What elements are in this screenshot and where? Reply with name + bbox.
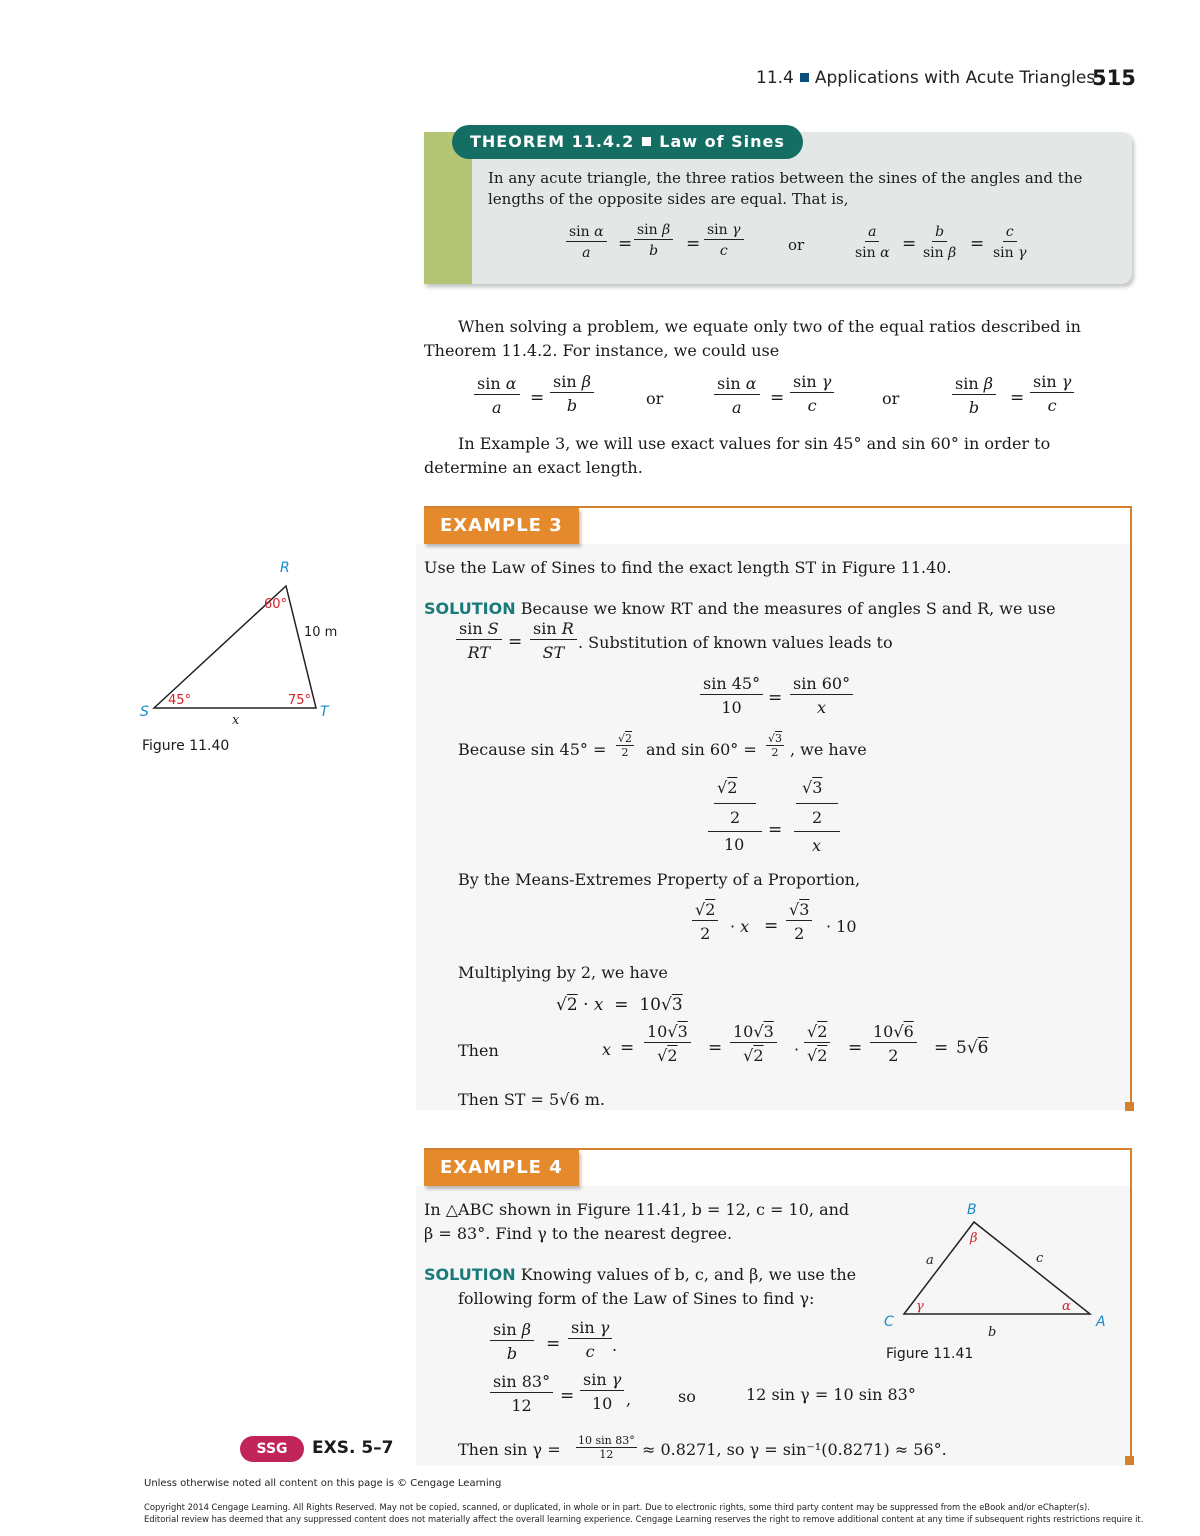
- fraction: $\frac{\sin 60^\circ}{x}$: [790, 674, 853, 717]
- fraction: $\frac{\text{sin β}}{b}$: [634, 222, 673, 259]
- figure-11-40-caption: Figure 11.40: [142, 738, 230, 754]
- theorem-or: or: [788, 236, 805, 254]
- means-extremes-text: By the Means-Extremes Property of a Proportion,: [458, 870, 861, 889]
- fraction: $\frac{10 \sin 83^\circ}{12}$: [578, 1434, 635, 1461]
- example-4-problem-line-2: β = 83°. Find γ to the nearest degree.: [424, 1224, 733, 1243]
- side-b-label: b: [988, 1325, 997, 1340]
- equation: √2 · x = 10√3: [556, 995, 683, 1015]
- fraction: $\frac{c}{\text{sin γ}}$: [993, 224, 1027, 261]
- example-4-problem-line-1: In △ABC shown in Figure 11.41, b = 12, c = 10, and: [424, 1200, 850, 1219]
- fraction: $\frac{\text{sin β}}{b}$: [490, 1320, 534, 1363]
- fraction: $\frac{\text{sin γ}}{c}$: [704, 222, 744, 259]
- example-4-final-prefix: Then sin γ =: [458, 1440, 561, 1459]
- theorem-name: Law of Sines: [659, 132, 785, 151]
- vertex-s-label: S: [140, 704, 149, 720]
- side-a-label: a: [926, 1253, 934, 1268]
- fraction: $\frac{\text{sin R}}{ST}$: [530, 619, 577, 662]
- angle-alpha-label: α: [1062, 1299, 1071, 1314]
- theorem-tab: [452, 125, 803, 159]
- footer-notice: Unless otherwise noted all content on this page is © Cengage Learning: [144, 1478, 502, 1489]
- example-4-tab: EXAMPLE 4: [424, 1150, 579, 1186]
- side-st-label: x: [232, 713, 240, 728]
- solution-label: SOLUTION: [424, 1265, 516, 1284]
- fraction: $\frac{\text{sin β}}{b}$: [550, 372, 594, 415]
- because-suffix: , we have: [790, 740, 867, 759]
- fraction: $\frac{\text{sin γ}}{c}$: [568, 1318, 612, 1361]
- solution-label: SOLUTION: [424, 599, 516, 618]
- example-3-tab: EXAMPLE 3: [424, 508, 579, 544]
- multiplying-text: Multiplying by 2, we have: [458, 963, 668, 982]
- angle-beta-label: β: [970, 1231, 978, 1246]
- fraction: $\frac{\text{sin α}}{a}$: [566, 224, 607, 261]
- fraction: $\frac{\text{sin γ}}{c}$: [790, 372, 834, 415]
- solution-text: Because we know RT and the measures of angles S and R, we use: [520, 599, 1056, 618]
- fraction: $\frac{\sin 45^\circ}{10}$: [700, 674, 763, 717]
- footer-copyright: Copyright 2014 Cengage Learning. All Rights Reserved. May not be copied, scanned, or duplicated, in whole or in part. Due to electronic rights, some third party content may be suppressed from the eBook and/or eChapter(s).: [144, 1502, 1090, 1512]
- triangle-srt: [154, 586, 316, 708]
- fraction: $\frac{10√3}{√2}$: [730, 1022, 777, 1065]
- example-4-solution-line-2: following form of the Law of Sines to find γ:: [458, 1289, 815, 1308]
- substitution-text: . Substitution of known values leads to: [578, 633, 893, 652]
- angle-t-label: 75°: [288, 693, 312, 708]
- example-4-final-suffix: ≈ 0.8271, so γ = sin⁻¹(0.8271) ≈ 56°.: [642, 1440, 947, 1459]
- because-mid: and sin 60° =: [646, 740, 757, 759]
- example-4-solution-line-1: [424, 1263, 856, 1287]
- or-text: or: [882, 389, 900, 408]
- section-number: 11.4: [756, 68, 794, 88]
- fraction: $\frac{\sin 83^\circ}{12}$: [490, 1372, 553, 1415]
- exercises-reference: EXS. 5–7: [312, 1438, 394, 1458]
- fraction: $\frac{√3}{2}$: [768, 732, 783, 759]
- fraction: $\frac{\text{sin S}}{RT}$: [456, 619, 502, 662]
- angle-r-label: 60°: [264, 597, 288, 612]
- fraction: $\frac{\text{sin α}}{a}$: [714, 374, 760, 417]
- then-label: Then: [458, 1041, 499, 1060]
- fraction: $\frac{√2}{√2}$: [804, 1022, 830, 1065]
- side-rt-label: 10 m: [304, 625, 338, 640]
- vertex-r-label: R: [280, 560, 290, 576]
- fraction: $\frac{b}{\text{sin β}}$: [923, 224, 957, 261]
- vertex-b-label: B: [967, 1202, 977, 1218]
- fraction: $\frac{a}{\text{sin α}}$: [855, 224, 890, 261]
- fraction: √2: [717, 778, 738, 797]
- example-4-equation: 12 sin γ = 10 sin 83°: [746, 1385, 916, 1404]
- fraction: $\frac{√2}{2}$: [692, 900, 718, 943]
- example-3-problem: Use the Law of Sines to find the exact length ST in Figure 11.40.: [424, 558, 952, 577]
- because-text: Because sin 45° =: [458, 740, 607, 759]
- vertex-a-label: A: [1096, 1314, 1106, 1330]
- figure-11-41-caption: Figure 11.41: [886, 1346, 974, 1362]
- angle-gamma-label: γ: [916, 1299, 924, 1314]
- figure-11-40: [130, 556, 350, 756]
- fraction: $\frac{√3}{2}$: [786, 900, 812, 943]
- fraction: $\frac{\text{sin γ}}{10}$: [580, 1370, 624, 1413]
- fraction: $\frac{10√3}{√2}$: [644, 1022, 691, 1065]
- fraction: $\frac{\text{sin α}}{a}$: [474, 374, 520, 417]
- example-end-marker: [1125, 1102, 1134, 1111]
- side-c-label: c: [1036, 1251, 1044, 1266]
- square-bullet-icon: [800, 73, 809, 82]
- section-title: Applications with Acute Triangles: [814, 68, 1096, 88]
- fraction: $\frac{\text{sin β}}{b}$: [952, 374, 996, 417]
- or-text: or: [646, 389, 664, 408]
- fraction: $\frac{√2}{2}$: [618, 732, 633, 759]
- example-end-marker: [1125, 1456, 1134, 1465]
- footer-editorial: Editorial review has deemed that any suppressed content does not materially affect the overall learning experience. Cengage Learning reserves the right to remove additional content at any time if subsequent rights restrictions require it.: [144, 1514, 1144, 1524]
- figure-11-41: [876, 1196, 1116, 1346]
- vertex-t-label: T: [320, 704, 329, 720]
- example-3-conclusion: Then ST = 5√6 m.: [458, 1090, 605, 1109]
- ssg-badge: SSG: [240, 1436, 304, 1462]
- angle-s-label: 45°: [168, 693, 192, 708]
- so-text: so: [678, 1387, 696, 1406]
- running-head: [756, 68, 1095, 88]
- page-number: 515: [1092, 66, 1136, 90]
- intro-paragraph-2: In Example 3, we will use exact values for sin 45° and sin 60° in order to determine an exact length.: [424, 434, 1051, 477]
- fraction: $\frac{10√6}{2}$: [870, 1022, 917, 1065]
- solution-text: Knowing values of b, c, and β, we use the: [520, 1265, 857, 1284]
- fraction: $\frac{\text{sin γ}}{c}$: [1030, 372, 1074, 415]
- vertex-c-label: C: [884, 1314, 894, 1330]
- theorem-text: In any acute triangle, the three ratios between the sines of the angles and the lengths of the opposite sides are equal. That is,: [488, 169, 1083, 208]
- intro-paragraph: When solving a problem, we equate only two of the equal ratios described in Theorem 11.4.2. For instance, we could use: [424, 317, 1081, 360]
- square-bullet-icon: [642, 137, 651, 146]
- example-3-solution: [424, 597, 1056, 621]
- theorem-label: THEOREM 11.4.2: [470, 132, 635, 151]
